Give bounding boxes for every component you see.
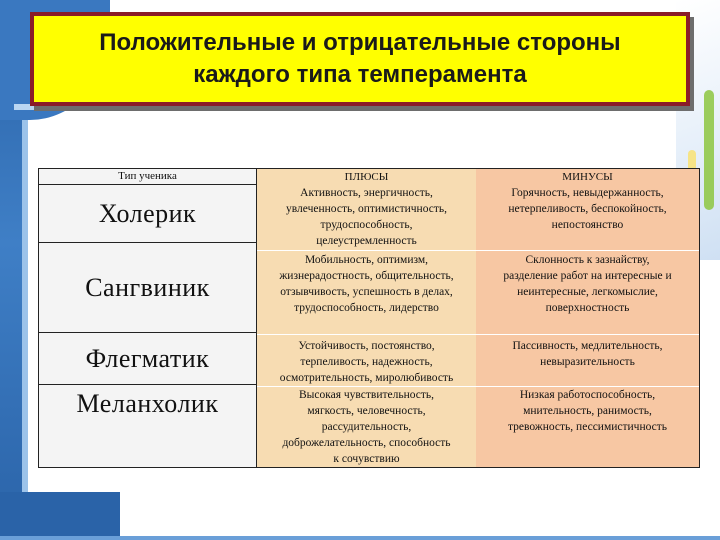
- minus-line: тревожность, пессимистичность: [507, 421, 668, 433]
- title-line-2: каждого типа темперамента: [193, 61, 527, 88]
- type-cell-sanguine: Сангвиник: [39, 243, 257, 333]
- plus-line: целеустремленность: [316, 235, 417, 247]
- type-cell-phlegmatic: Флегматик: [39, 333, 257, 385]
- header-plus: ПЛЮСЫ: [257, 169, 476, 185]
- plus-line: Активность, энергичность,: [300, 187, 433, 199]
- minus-line: Горячность, невыдержанность,: [511, 187, 664, 199]
- plus-line: жизнерадостность, общительность,: [279, 270, 454, 282]
- plus-line: мягкость, человечность,: [307, 405, 426, 417]
- minus-line: Пассивность, медлительность,: [512, 340, 663, 352]
- plus-line: терпеливость, надежность,: [300, 356, 433, 368]
- minus-line: поверхностность: [545, 302, 630, 314]
- bottom-decor-line: [0, 536, 720, 540]
- header-type: Тип ученика: [39, 169, 257, 185]
- plus-line: рассудительность,: [321, 421, 412, 433]
- minus-cell-choleric: [476, 185, 699, 251]
- plus-line: осмотрительность, миролюбивость: [279, 372, 454, 384]
- minus-cell-melancholic: [476, 387, 699, 467]
- plus-line: увлеченность, оптимистичность,: [286, 203, 447, 215]
- plus-cell-melancholic: [257, 387, 476, 467]
- plus-line: трудоспособность, лидерство: [294, 302, 439, 314]
- plus-cell-choleric: [257, 185, 476, 251]
- plus-line: Высокая чувствительность,: [298, 389, 435, 401]
- plus-line: Устойчивость, постоянство,: [298, 340, 435, 352]
- minus-line: разделение работ на интересные и: [503, 270, 672, 282]
- title-line-1: Положительные и отрицательные стороны: [99, 29, 621, 56]
- bottom-left-decor: [0, 492, 120, 540]
- minus-line: Склонность к зазнайству,: [525, 254, 650, 266]
- plus-line: трудоспособность,: [320, 219, 413, 231]
- plus-cell-phlegmatic: [257, 335, 476, 387]
- minus-line: непостоянство: [551, 219, 624, 231]
- minus-line: Низкая работоспособность,: [519, 389, 656, 401]
- minus-cell-phlegmatic: [476, 335, 699, 387]
- type-cell-melancholic: Меланхолик: [39, 385, 257, 467]
- minus-line: нетерпеливость, беспокойность,: [508, 203, 667, 215]
- minus-line: мнительность, ранимость,: [523, 405, 652, 417]
- minus-line: неинтересные, легкомыслие,: [517, 286, 658, 298]
- type-cell-choleric: Холерик: [39, 185, 257, 243]
- temperament-table: [38, 168, 700, 468]
- plus-line: Мобильность, оптимизм,: [304, 254, 429, 266]
- minus-cell-sanguine: [476, 251, 699, 335]
- plus-line: доброжелательность, способность: [282, 437, 451, 449]
- header-minus: МИНУСЫ: [476, 169, 699, 185]
- slide-title: [30, 12, 690, 106]
- plus-line: к сочувствию: [333, 453, 400, 465]
- right-decor-green-stripe: [704, 90, 714, 210]
- plus-cell-sanguine: [257, 251, 476, 335]
- plus-line: отзывчивость, успешность в делах,: [280, 286, 453, 298]
- minus-line: невыразительность: [540, 356, 635, 368]
